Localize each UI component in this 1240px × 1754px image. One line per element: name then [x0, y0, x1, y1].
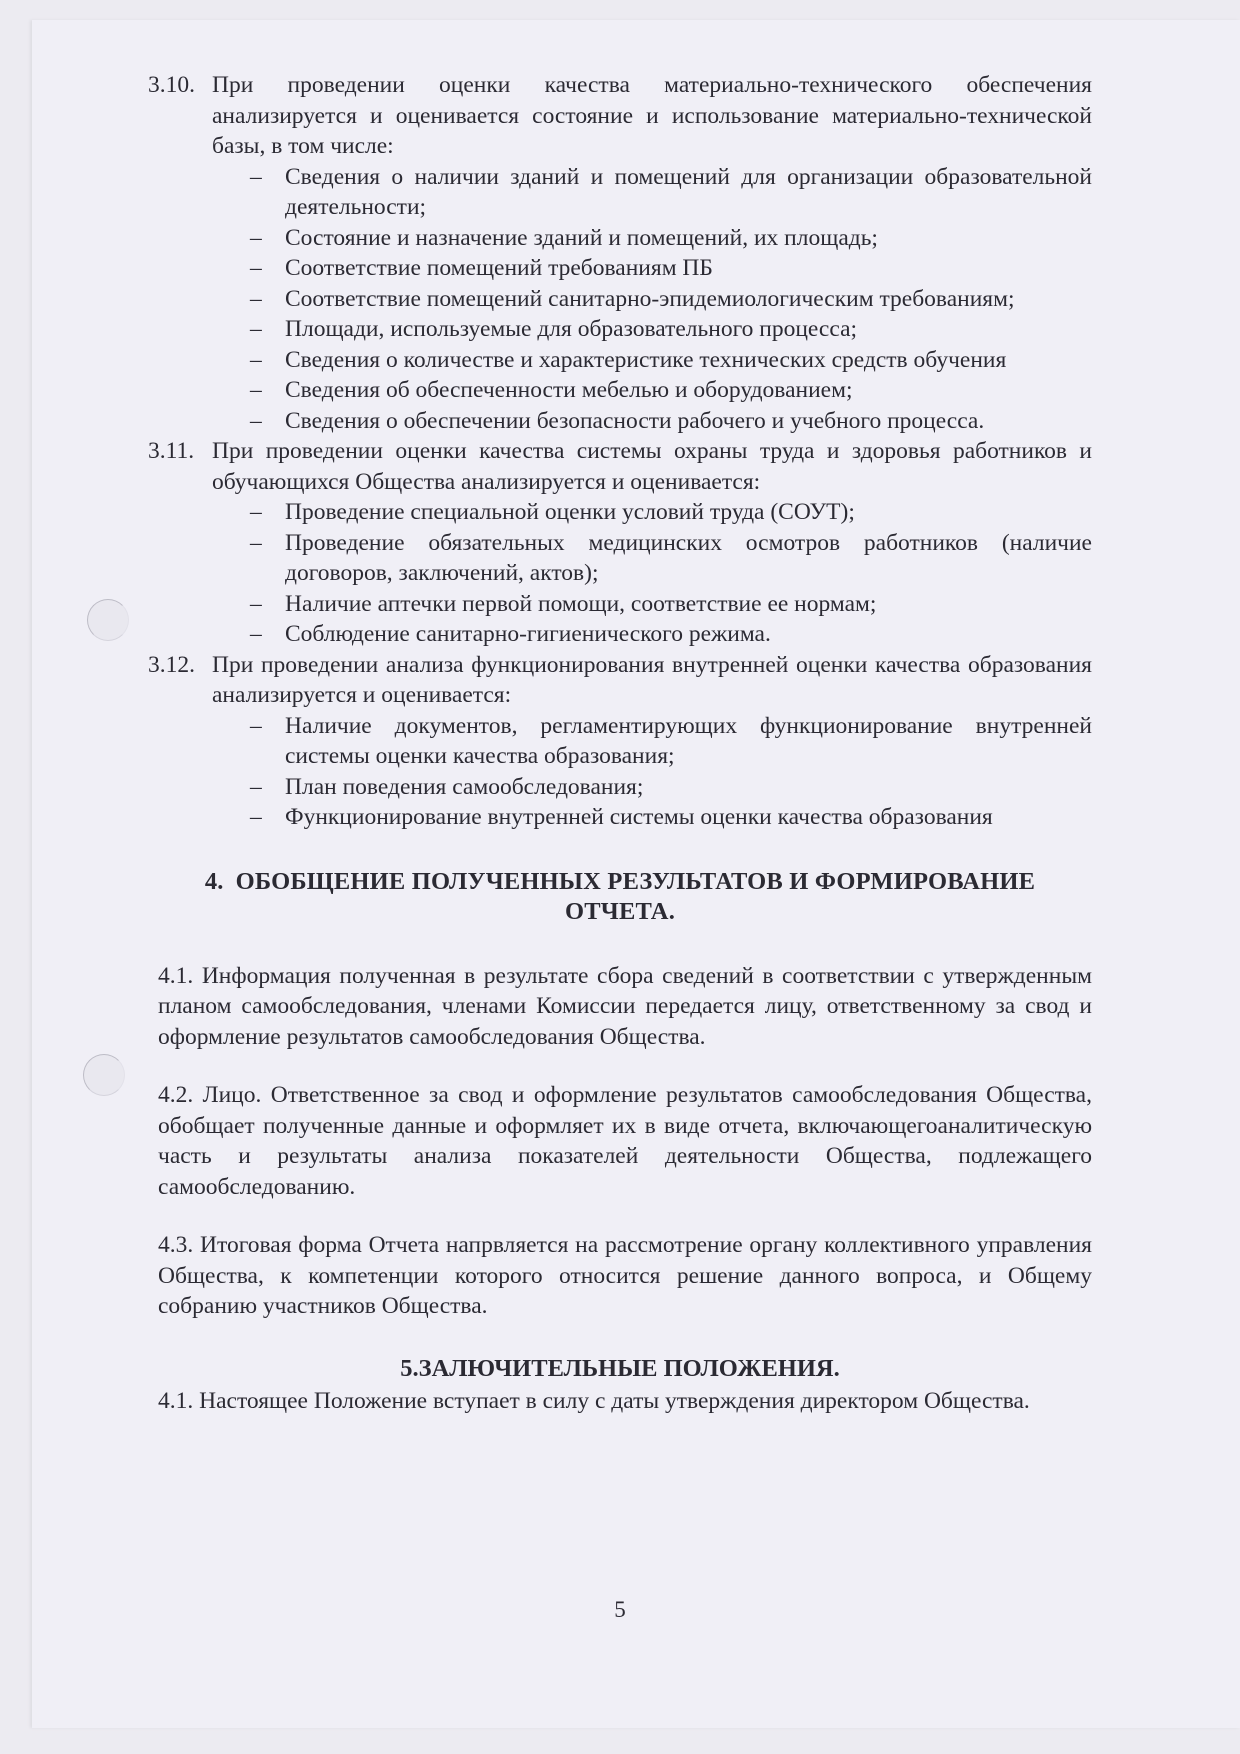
page-number: 5 [614, 1597, 626, 1622]
bullet-list [212, 711, 1092, 833]
list-item [250, 619, 1092, 650]
section-number: 5. [400, 1354, 419, 1382]
list-item-text: Соответствие помещений требованиям ПБ [285, 255, 713, 281]
list-item [250, 406, 1092, 437]
section-5-heading [148, 1354, 1092, 1384]
list-item-text: Наличие аптечки первой помощи, соответствие ее нормам; [285, 590, 877, 617]
paragraph-4-1: 4.1. Информация полученная в результате сбора сведений в соответствии с утвержденным планом самообследования, членами Комиссии передается лицу, ответственному за свод и оформление результатов самообследования Общества. [158, 962, 1092, 1050]
list-item-text: Сведения о количестве и характеристике технических средств обучения [285, 346, 1007, 373]
section-4-title-line-2: ОТЧЕТА. [564, 897, 676, 925]
section-number: 4. [204, 867, 224, 895]
clause-number: 3.10. [148, 72, 195, 98]
paragraph-4-3: 4.3. Итоговая форма Отчета напрвляется на рассмотрение органу коллективного управления Общества, к компетенции которого относится решение данного вопроса, и Общему собранию участников Общества. [158, 1232, 1092, 1319]
document-body [148, 70, 1092, 1416]
clause-text: При проведении оценки качества материально-технического обеспечения анализируется и оценивается состояние и использование материально-технической базы, в том числе: [212, 72, 1092, 159]
list-item-text: Сведения о наличии зданий и помещений для организации образовательной деятельности; [285, 163, 1092, 220]
list-item [250, 314, 1092, 345]
list-item [250, 223, 1092, 254]
dash-marker: – [250, 621, 262, 647]
list-item-text: Площади, используемые для образовательного процесса; [285, 316, 858, 342]
clause-number: 3.12. [148, 651, 195, 678]
list-item [250, 711, 1092, 772]
list-item [250, 253, 1092, 284]
clause-3-12 [148, 650, 1092, 833]
list-item [250, 345, 1092, 376]
list-item [250, 528, 1092, 589]
dash-marker: – [250, 499, 262, 525]
list-item [250, 589, 1092, 620]
list-item-text: План поведения самообследования; [285, 773, 644, 800]
dash-marker: – [250, 590, 262, 617]
dash-marker: – [250, 316, 262, 342]
dash-marker: – [250, 224, 262, 251]
clause-text: При проведении оценки качества системы охраны труда и здоровья работников и обучающихся Общества анализируется и оценивается: [212, 438, 1092, 495]
dash-marker: – [250, 407, 262, 434]
punch-hole-upper [87, 599, 129, 641]
dash-marker: – [250, 712, 262, 739]
dash-marker: – [250, 346, 262, 373]
section-title: ЗАЛЮЧИТЕЛЬНЫЕ ПОЛОЖЕНИЯ. [418, 1354, 840, 1382]
list-item-text: Состояние и назначение зданий и помещений, их площадь; [285, 224, 878, 251]
dash-marker: – [250, 377, 262, 403]
list-item [250, 497, 1092, 528]
section-4-title-line-1 [148, 867, 1092, 897]
paragraph-4-2: 4.2. Лицо. Ответственное за свод и оформление результатов самообследования Общества, обобщает полученные данные и оформляет их в виде отчета, включающегоаналитическую часть и результаты анализа показателей деятельности Общества, подлежащего самообследованию. [158, 1082, 1092, 1200]
dash-marker: – [250, 255, 262, 281]
clause-text: При проведении анализа функционирования внутренней оценки качества образования анализируется и оценивается: [212, 651, 1092, 708]
list-item [250, 162, 1092, 223]
list-item-text: Функционирование внутренней системы оценки качества образования [285, 804, 993, 830]
list-item [250, 772, 1092, 803]
bullet-list [212, 497, 1092, 650]
list-item-text: Проведение обязательных медицинских осмотров работников (наличие договоров, заключений, актов); [285, 529, 1092, 586]
paragraph-5-1: 4.1. Настоящее Положение вступает в силу с даты утверждения директором Общества. [158, 1387, 1030, 1414]
clause-3-10 [148, 70, 1092, 436]
list-item-text: Соблюдение санитарно-гигиенического режима. [285, 621, 771, 647]
list-item-text: Наличие документов, регламентирующих функционирование внутренней системы оценки качества образования; [285, 712, 1092, 769]
clause-3-11 [148, 436, 1092, 650]
list-item [250, 802, 1092, 833]
list-item [250, 375, 1092, 406]
clause-number: 3.11. [148, 438, 195, 464]
dash-marker: – [250, 285, 262, 312]
list-item-text: Сведения об обеспеченности мебелью и оборудованием; [285, 377, 853, 403]
bullet-list [212, 162, 1092, 437]
section-title: ОБОБЩЕНИЕ ПОЛУЧЕННЫХ РЕЗУЛЬТАТОВ И ФОРМИРОВАНИЕ [235, 867, 1036, 895]
dash-marker: – [250, 163, 262, 190]
dash-marker: – [250, 804, 262, 830]
list-item [250, 284, 1092, 315]
list-item-text: Соответствие помещений санитарно-эпидемиологическим требованиям; [285, 285, 1015, 312]
list-item-text: Сведения о обеспечении безопасности рабочего и учебного процесса. [285, 407, 985, 434]
dash-marker: – [250, 773, 262, 800]
list-item-text: Проведение специальной оценки условий труда (СОУТ); [285, 499, 855, 525]
section-4-heading [148, 867, 1092, 927]
punch-hole-lower [83, 1054, 125, 1096]
dash-marker: – [250, 529, 262, 556]
